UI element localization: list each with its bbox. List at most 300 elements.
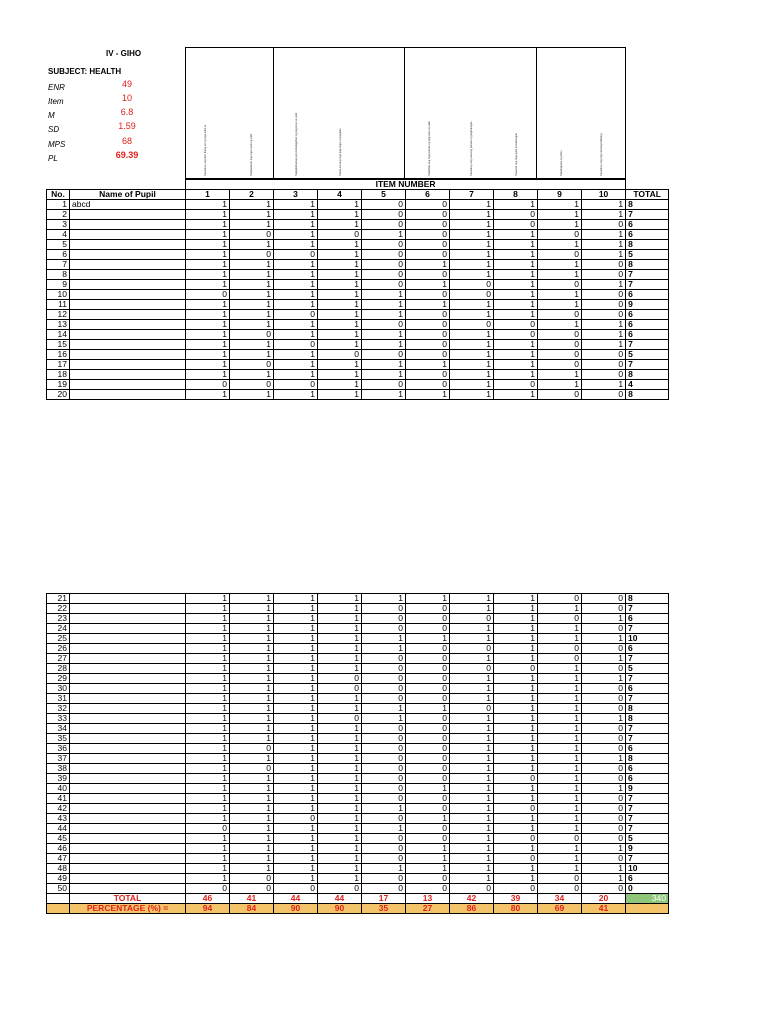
item-score: 1 xyxy=(274,864,318,874)
item-score: 1 xyxy=(494,280,538,290)
item-score: 1 xyxy=(318,250,362,260)
item-score: 1 xyxy=(318,390,362,400)
item-score: 0 xyxy=(274,340,318,350)
item-total: 41 xyxy=(230,894,274,904)
item-score: 1 xyxy=(230,350,274,360)
item-score: 1 xyxy=(494,240,538,250)
objective-box-1 xyxy=(185,47,274,179)
item-score: 1 xyxy=(406,360,450,370)
pupil-name xyxy=(70,644,186,654)
row-number: 4 xyxy=(47,230,70,240)
item-score: 1 xyxy=(186,784,230,794)
item-score: 0 xyxy=(362,844,406,854)
item-score: 1 xyxy=(230,674,274,684)
item-score: 0 xyxy=(230,230,274,240)
item-score: 0 xyxy=(538,280,582,290)
item-score: 1 xyxy=(230,794,274,804)
row-total: 6 xyxy=(626,774,669,784)
item-score: 0 xyxy=(406,774,450,784)
item-score: 0 xyxy=(538,250,582,260)
table-row xyxy=(47,684,669,694)
table-row xyxy=(47,210,669,220)
item-score: 1 xyxy=(450,724,494,734)
item-score: 1 xyxy=(494,624,538,634)
row-total: 9 xyxy=(626,300,669,310)
item-score: 1 xyxy=(274,624,318,634)
item-score: 1 xyxy=(538,854,582,864)
pupil-name xyxy=(70,380,186,390)
pupil-name xyxy=(70,230,186,240)
item-score: 1 xyxy=(230,240,274,250)
item-score: 1 xyxy=(318,210,362,220)
table-row xyxy=(47,824,669,834)
item-score: 1 xyxy=(230,864,274,874)
item-score: 1 xyxy=(186,754,230,764)
item-score: 1 xyxy=(230,370,274,380)
item-score: 1 xyxy=(230,734,274,744)
item-score: 1 xyxy=(362,594,406,604)
row-total: 6 xyxy=(626,874,669,884)
item-score: 1 xyxy=(582,754,626,764)
item-score: 1 xyxy=(450,874,494,884)
item-score: 0 xyxy=(362,250,406,260)
item-score: 1 xyxy=(450,370,494,380)
item-score: 1 xyxy=(186,854,230,864)
row-number: 10 xyxy=(47,290,70,300)
row-total: 5 xyxy=(626,664,669,674)
item-score: 1 xyxy=(318,330,362,340)
item-score: 1 xyxy=(274,240,318,250)
table-row xyxy=(47,854,669,864)
item-score: 1 xyxy=(274,280,318,290)
item-score: 1 xyxy=(450,360,494,370)
item-score: 1 xyxy=(186,714,230,724)
table-row xyxy=(47,734,669,744)
row-total: 7 xyxy=(626,674,669,684)
item-score: 0 xyxy=(406,754,450,764)
item-score: 1 xyxy=(494,724,538,734)
item-score: 0 xyxy=(362,320,406,330)
item-score: 1 xyxy=(450,380,494,390)
item-score: 0 xyxy=(406,330,450,340)
table-row xyxy=(47,704,669,714)
item-score: 1 xyxy=(406,864,450,874)
item-score: 1 xyxy=(362,330,406,340)
item-score: 1 xyxy=(186,250,230,260)
item-score: 1 xyxy=(186,200,230,210)
item-score: 0 xyxy=(362,220,406,230)
row-number: 45 xyxy=(47,834,70,844)
item-score: 1 xyxy=(406,634,450,644)
item-score: 1 xyxy=(186,844,230,854)
table-row xyxy=(47,310,669,320)
item-score: 1 xyxy=(450,604,494,614)
item-score: 1 xyxy=(582,240,626,250)
item-score: 0 xyxy=(406,350,450,360)
pupil-name xyxy=(70,310,186,320)
item-score: 0 xyxy=(538,360,582,370)
item-score: 1 xyxy=(274,654,318,664)
item-score: 1 xyxy=(406,260,450,270)
item-score: 1 xyxy=(494,874,538,884)
item-score: 0 xyxy=(582,370,626,380)
item-score: 1 xyxy=(318,614,362,624)
item-score: 1 xyxy=(318,854,362,864)
pupil-name xyxy=(70,270,186,280)
item-score: 0 xyxy=(318,350,362,360)
item-score: 1 xyxy=(186,704,230,714)
item-score: 0 xyxy=(494,330,538,340)
item-score: 1 xyxy=(186,340,230,350)
stat-value: 49 xyxy=(121,79,132,89)
item-score: 1 xyxy=(538,804,582,814)
row-total: 7 xyxy=(626,280,669,290)
item-score: 1 xyxy=(450,684,494,694)
item-score: 1 xyxy=(230,220,274,230)
item-score: 1 xyxy=(494,794,538,804)
item-score: 1 xyxy=(318,834,362,844)
item-score: 0 xyxy=(362,614,406,624)
row-total: 7 xyxy=(626,814,669,824)
item-score: 1 xyxy=(230,854,274,864)
item-score: 1 xyxy=(186,330,230,340)
item-score: 0 xyxy=(186,380,230,390)
item-score: 1 xyxy=(318,594,362,604)
item-score: 1 xyxy=(494,350,538,360)
item-score: 1 xyxy=(450,764,494,774)
table-row xyxy=(47,330,669,340)
item-score: 1 xyxy=(230,310,274,320)
pupil-name xyxy=(70,210,186,220)
item-score: 0 xyxy=(230,874,274,884)
item-score: 0 xyxy=(450,884,494,894)
item-score: 0 xyxy=(318,674,362,684)
item-score: 1 xyxy=(186,644,230,654)
item-score: 0 xyxy=(406,604,450,614)
item-score: 0 xyxy=(406,654,450,664)
item-score: 1 xyxy=(450,794,494,804)
table-row xyxy=(47,230,669,240)
pupil-name xyxy=(70,744,186,754)
item-score: 1 xyxy=(318,654,362,664)
item-score: 1 xyxy=(538,724,582,734)
row-number: 41 xyxy=(47,794,70,804)
row-total: 7 xyxy=(626,734,669,744)
item-score: 1 xyxy=(318,704,362,714)
row-total: 9 xyxy=(626,784,669,794)
item-score: 1 xyxy=(494,300,538,310)
item-percentage: 69 xyxy=(538,904,582,914)
item-score: 1 xyxy=(582,654,626,664)
pupil-name xyxy=(70,220,186,230)
item-score: 1 xyxy=(274,290,318,300)
item-score: 0 xyxy=(582,290,626,300)
item-score: 1 xyxy=(450,390,494,400)
item-score: 1 xyxy=(538,320,582,330)
item-score: 1 xyxy=(318,310,362,320)
item-score: 1 xyxy=(230,704,274,714)
item-score: 1 xyxy=(538,210,582,220)
row-total: 7 xyxy=(626,360,669,370)
item-score: 0 xyxy=(494,210,538,220)
item-score: 1 xyxy=(274,634,318,644)
item-score: 1 xyxy=(494,634,538,644)
item-score: 1 xyxy=(274,854,318,864)
item-score: 0 xyxy=(582,834,626,844)
objective-text: Natutukoy ang wastong paraan ng paghuhugas xyxy=(470,121,473,176)
item-score: 1 xyxy=(450,824,494,834)
pupil-name xyxy=(70,694,186,704)
item-score: 1 xyxy=(538,694,582,704)
item-score: 1 xyxy=(230,290,274,300)
item-number-label: ITEM NUMBER xyxy=(186,180,626,190)
item-score: 0 xyxy=(494,380,538,390)
item-score: 1 xyxy=(538,634,582,644)
item-score: 1 xyxy=(186,270,230,280)
item-score: 1 xyxy=(186,260,230,270)
item-score: 1 xyxy=(186,240,230,250)
item-score: 1 xyxy=(362,634,406,644)
row-total: 7 xyxy=(626,270,669,280)
item-score: 1 xyxy=(582,320,626,330)
item-score: 1 xyxy=(582,330,626,340)
pupil-name xyxy=(70,674,186,684)
objective-text: Naiisa-isa ang mga pag-iingat sa pagkain xyxy=(339,128,342,176)
pupil-name xyxy=(70,794,186,804)
item-score: 1 xyxy=(318,754,362,764)
item-score: 1 xyxy=(494,340,538,350)
item-score: 0 xyxy=(450,614,494,624)
item-score: 1 xyxy=(274,704,318,714)
item-score: 1 xyxy=(538,684,582,694)
item-score: 0 xyxy=(582,854,626,864)
item-score: 1 xyxy=(406,814,450,824)
row-total: 4 xyxy=(626,380,669,390)
stat-value: 10 xyxy=(121,93,132,103)
row-total: 6 xyxy=(626,230,669,240)
item-score: 1 xyxy=(494,290,538,300)
item-score: 0 xyxy=(274,250,318,260)
item-score: 0 xyxy=(406,824,450,834)
table-row xyxy=(47,350,669,360)
row-total: 8 xyxy=(626,370,669,380)
item-score: 0 xyxy=(406,684,450,694)
item-score: 0 xyxy=(362,884,406,894)
row-number: 33 xyxy=(47,714,70,724)
row-number: 20 xyxy=(47,390,70,400)
item-score: 1 xyxy=(538,844,582,854)
row-number: 17 xyxy=(47,360,70,370)
row-number: 38 xyxy=(47,764,70,774)
pupil-name xyxy=(70,250,186,260)
item-score: 0 xyxy=(186,824,230,834)
pupil-name xyxy=(70,854,186,864)
table-row xyxy=(47,794,669,804)
item-score: 1 xyxy=(186,220,230,230)
item-score: 0 xyxy=(582,604,626,614)
item-score: 1 xyxy=(582,874,626,884)
item-score: 1 xyxy=(274,764,318,774)
item-score: 0 xyxy=(362,270,406,280)
item-score: 1 xyxy=(406,390,450,400)
item-score: 1 xyxy=(538,300,582,310)
item-score: 0 xyxy=(538,654,582,664)
item-score: 0 xyxy=(582,824,626,834)
row-number: 19 xyxy=(47,380,70,390)
item-score: 1 xyxy=(494,390,538,400)
item-score: 0 xyxy=(230,764,274,774)
item-percentage: 41 xyxy=(582,904,626,914)
row-total: 7 xyxy=(626,794,669,804)
table-row xyxy=(47,280,669,290)
item-score: 1 xyxy=(186,794,230,804)
item-score: 0 xyxy=(582,774,626,784)
item-score: 1 xyxy=(230,320,274,330)
item-total: 42 xyxy=(450,894,494,904)
item-score: 0 xyxy=(494,884,538,894)
objective-text: Nasusuri ang mga gawi sa kalusugan xyxy=(515,132,518,176)
item-score: 0 xyxy=(230,330,274,340)
pupil-name xyxy=(70,684,186,694)
item-score: 1 xyxy=(274,664,318,674)
item-score: 0 xyxy=(362,764,406,774)
item-score: 1 xyxy=(186,804,230,814)
item-score: 0 xyxy=(362,280,406,290)
objective-text: Nailalarawan ang mga sanhi ng sakit xyxy=(250,133,253,176)
item-score: 0 xyxy=(406,764,450,774)
item-score: 1 xyxy=(494,784,538,794)
item-score: 1 xyxy=(450,814,494,824)
subject-label: SUBJECT: HEALTH xyxy=(48,67,122,76)
item-score: 1 xyxy=(450,594,494,604)
pupil-name xyxy=(70,874,186,884)
item-score: 1 xyxy=(582,784,626,794)
item-score: 1 xyxy=(450,270,494,280)
item-score: 1 xyxy=(230,300,274,310)
item-score: 1 xyxy=(230,664,274,674)
col-item: 8 xyxy=(494,190,538,200)
item-score: 1 xyxy=(230,614,274,624)
item-score: 1 xyxy=(274,674,318,684)
item-score: 1 xyxy=(318,864,362,874)
item-score: 0 xyxy=(450,644,494,654)
item-score: 1 xyxy=(318,380,362,390)
item-score: 1 xyxy=(406,844,450,854)
item-percentage: 84 xyxy=(230,904,274,914)
item-score: 1 xyxy=(450,734,494,744)
item-score: 1 xyxy=(538,714,582,724)
row-number: 26 xyxy=(47,644,70,654)
item-score: 1 xyxy=(582,614,626,624)
item-score: 1 xyxy=(186,594,230,604)
item-score: 1 xyxy=(494,370,538,380)
item-score: 1 xyxy=(582,844,626,854)
item-score: 1 xyxy=(494,310,538,320)
item-score: 1 xyxy=(538,674,582,684)
item-score: 1 xyxy=(450,250,494,260)
objective-text: Natutukoy ang mga tamang hakbang xyxy=(600,133,603,176)
item-score: 0 xyxy=(274,884,318,894)
item-score: 1 xyxy=(538,734,582,744)
item-score: 0 xyxy=(582,594,626,604)
item-score: 1 xyxy=(318,290,362,300)
row-total: 8 xyxy=(626,714,669,724)
item-score: 0 xyxy=(318,230,362,240)
item-score: 0 xyxy=(494,774,538,784)
stat-value: 6.8 xyxy=(120,107,134,117)
pct-blank xyxy=(626,904,669,914)
item-score: 0 xyxy=(406,220,450,230)
row-total: 8 xyxy=(626,260,669,270)
item-score: 1 xyxy=(274,834,318,844)
item-score: 1 xyxy=(538,220,582,230)
item-score: 1 xyxy=(274,694,318,704)
row-total: 6 xyxy=(626,220,669,230)
col-item: 7 xyxy=(450,190,494,200)
item-score: 1 xyxy=(538,624,582,634)
item-score: 1 xyxy=(538,784,582,794)
item-score: 1 xyxy=(582,280,626,290)
item-score: 0 xyxy=(538,340,582,350)
item-score: 0 xyxy=(582,350,626,360)
row-number: 9 xyxy=(47,280,70,290)
item-score: 1 xyxy=(362,704,406,714)
item-score: 0 xyxy=(274,814,318,824)
item-score: 0 xyxy=(406,310,450,320)
item-score: 1 xyxy=(274,300,318,310)
item-score: 0 xyxy=(538,330,582,340)
item-score: 1 xyxy=(318,694,362,704)
item-score: 0 xyxy=(406,370,450,380)
item-score: 0 xyxy=(582,220,626,230)
row-total: 8 xyxy=(626,754,669,764)
table-row xyxy=(47,390,669,400)
item-score: 1 xyxy=(318,200,362,210)
pupil-name xyxy=(70,654,186,664)
objective-text: Nakakagawa ng plano xyxy=(560,150,563,176)
item-score: 1 xyxy=(230,694,274,704)
item-score: 1 xyxy=(494,754,538,764)
item-score: 1 xyxy=(230,210,274,220)
item-score: 0 xyxy=(230,744,274,754)
item-score: 0 xyxy=(494,804,538,814)
item-score: 0 xyxy=(406,614,450,624)
item-score: 0 xyxy=(538,310,582,320)
pupil-name xyxy=(70,784,186,794)
item-score: 1 xyxy=(362,390,406,400)
item-score: 1 xyxy=(450,260,494,270)
item-score: 0 xyxy=(494,854,538,864)
item-score: 1 xyxy=(450,714,494,724)
item-total: 46 xyxy=(186,894,230,904)
row-total: 9 xyxy=(626,844,669,854)
item-total: 34 xyxy=(538,894,582,904)
item-score: 0 xyxy=(362,794,406,804)
item-score: 0 xyxy=(406,240,450,250)
pupil-name xyxy=(70,280,186,290)
item-score: 1 xyxy=(362,824,406,834)
item-score: 0 xyxy=(406,674,450,684)
item-score: 0 xyxy=(274,310,318,320)
item-score: 1 xyxy=(186,654,230,664)
item-score: 1 xyxy=(494,684,538,694)
item-percentage: 35 xyxy=(362,904,406,914)
item-score: 1 xyxy=(450,350,494,360)
item-score: 1 xyxy=(230,784,274,794)
table-row xyxy=(47,300,669,310)
pupil-name xyxy=(70,714,186,724)
item-score: 1 xyxy=(230,814,274,824)
